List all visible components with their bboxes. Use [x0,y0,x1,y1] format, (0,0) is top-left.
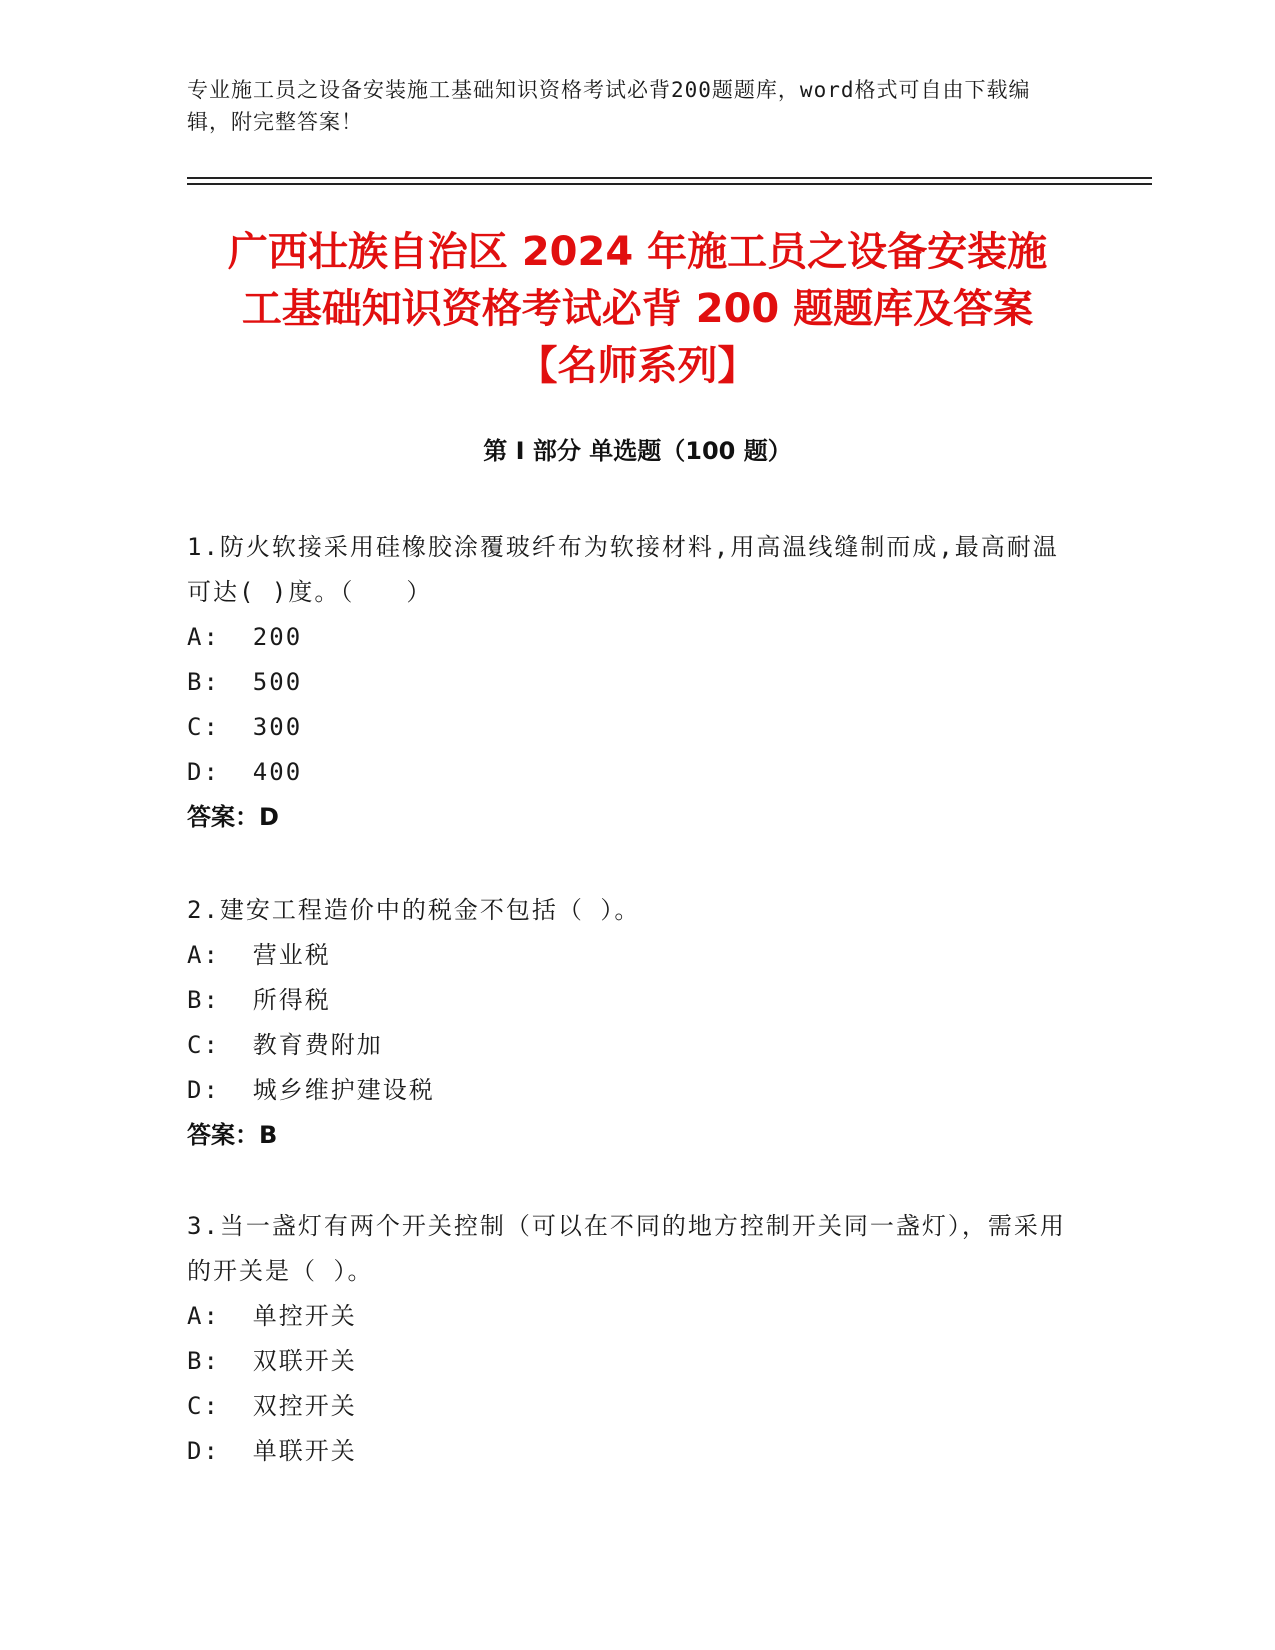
document-title-line-2: 工基础知识资格考试必背 200 题题库及答案 [241,286,1034,332]
document-title [120,224,1155,395]
header-note: 专业施工员之设备安装施工基础知识资格考试必背200题题库，word格式可自由下载编辑，附完整答案！ [187,78,1031,134]
option-b: B: 双联开关 [187,1347,357,1375]
option-d: D: 单联开关 [187,1437,357,1465]
question-stem: 3.当一盏灯有两个开关控制（可以在不同的地方控制开关同一盏灯），需采用的开关是（ ）。 [187,1212,1066,1285]
option-d: D: 城乡维护建设税 [187,1076,435,1104]
option-a: A: 营业税 [187,941,331,969]
option-b: B: 500 [187,668,303,696]
header-divider-top [187,177,1152,179]
question-stem: 1.防火软接采用硅橡胶涂覆玻纤布为软接材料,用高温线缝制而成,最高耐温可达( )度。（ ） [187,533,1059,606]
option-c: C: 双控开关 [187,1392,357,1420]
option-a: A: 单控开关 [187,1302,357,1330]
question-3 [187,1204,1067,1474]
option-b: B: 所得税 [187,986,331,1014]
option-c: C: 300 [187,713,303,741]
document-title-line-1: 广西壮族自治区 2024 年施工员之设备安装施 [227,229,1048,275]
answer: 答案：B [187,1121,278,1149]
option-a: A: 200 [187,623,303,651]
section-heading: 第 I 部分 单选题（100 题） [483,437,792,465]
document-title-line-3: 【名师系列】 [517,343,758,389]
question-2 [187,888,1067,1158]
option-c: C: 教育费附加 [187,1031,383,1059]
header-divider-bottom [187,183,1152,185]
question-1 [187,525,1067,840]
option-d: D: 400 [187,758,303,786]
question-stem: 2.建安工程造价中的税金不包括（ ）。 [187,896,641,924]
answer: 答案：D [187,803,279,831]
